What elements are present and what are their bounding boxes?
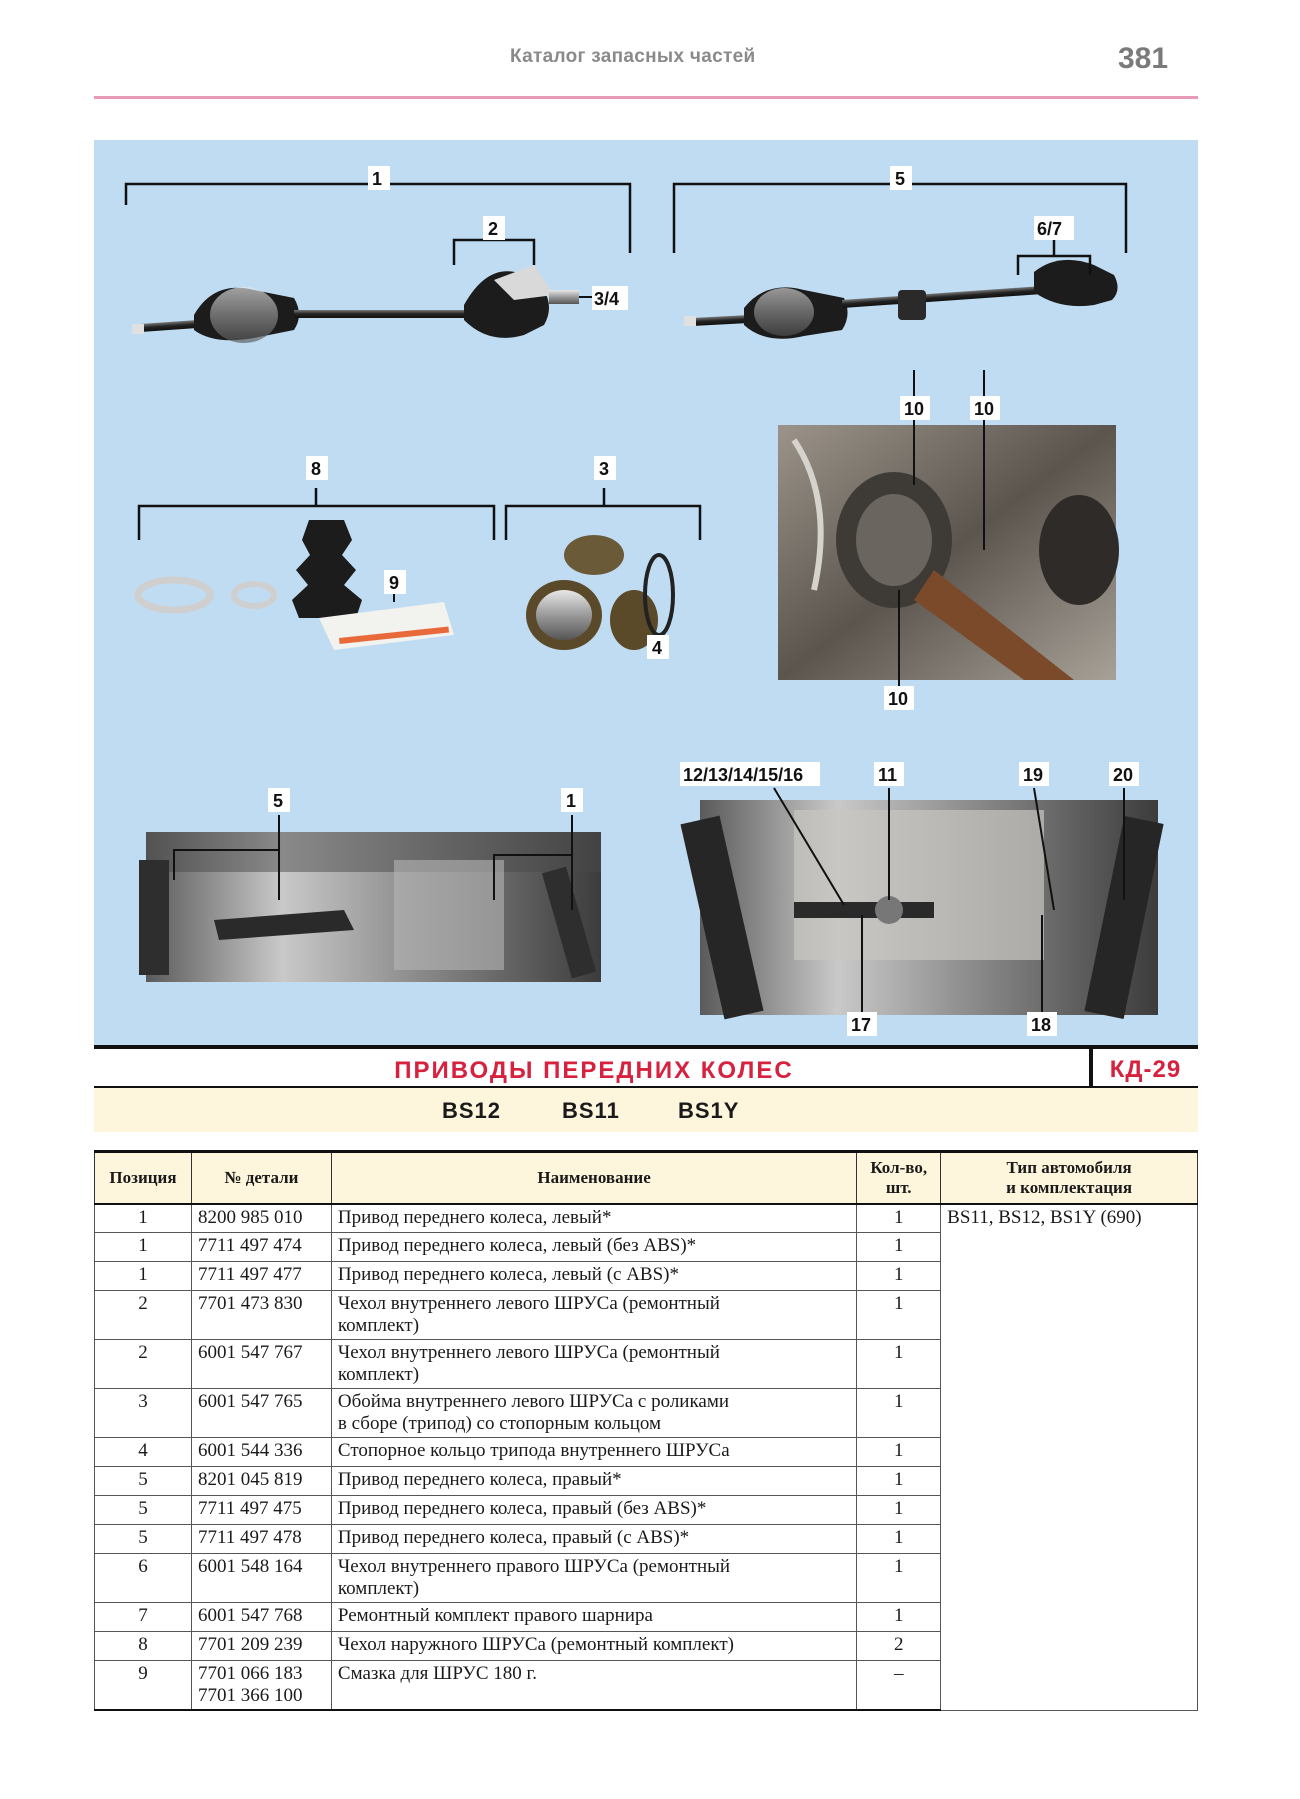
callout-8: 8: [311, 459, 322, 479]
cell-quantity-text: 1: [893, 1206, 904, 1228]
cell-part-number: [191, 1262, 331, 1291]
installation-photo-joint: [778, 370, 1119, 690]
cell-position-text: 5: [138, 1469, 148, 1490]
cell-position-text: 7: [138, 1605, 148, 1626]
cell-part-number-text: 7711 497 474: [197, 1235, 302, 1256]
cell-quantity: [857, 1340, 941, 1389]
cell-quantity: [857, 1262, 941, 1291]
cell-quantity-text: 1: [893, 1264, 904, 1285]
cell-part-number-text: 6001 547 767: [197, 1342, 303, 1363]
cell-part-number-text: 6001 548 164: [197, 1556, 303, 1577]
cell-name: [331, 1262, 856, 1291]
callout-9: 9: [389, 573, 400, 593]
header-vehicle-type-line2: и комплектация: [1006, 1177, 1133, 1197]
callout-3: 3: [599, 459, 610, 479]
cell-name-text: комплект): [337, 1578, 420, 1599]
callout-6-7: 6/7: [1037, 219, 1063, 239]
header-vehicle-type-line1: Тип автомобиля: [1006, 1157, 1132, 1177]
cell-position-text: 1: [138, 1206, 148, 1228]
section-title: ПРИВОДЫ ПЕРЕДНИХ КОЛЕС: [394, 1057, 794, 1084]
cell-position: [95, 1389, 192, 1438]
cell-name: [331, 1389, 856, 1438]
tripod-assembly: [506, 488, 700, 652]
cell-quantity: [857, 1291, 941, 1340]
underbody-photo-gearbox: [700, 788, 1158, 1020]
cell-name: [331, 1233, 856, 1262]
cell-part-number: [191, 1291, 331, 1340]
underbody-photo-shafts: [146, 815, 601, 982]
cell-position-text: 1: [138, 1264, 148, 1285]
cell-name-text: Чехол внутреннего левого ШРУСа (ремонтный: [337, 1293, 720, 1314]
model-bs12: BS12: [442, 1098, 502, 1123]
cell-position: [95, 1525, 192, 1554]
cell-position: [95, 1340, 192, 1389]
cell-position: [95, 1204, 192, 1233]
cell-name-text: в сборе (трипод) со стопорным кольцом: [337, 1413, 662, 1434]
cell-part-number-text: 7701 066 183: [197, 1663, 303, 1684]
cell-vehicle-type: [941, 1204, 1198, 1711]
parts-illustration: [94, 140, 1198, 1045]
header-rule: [94, 96, 1198, 99]
callout-12-16: 12/13/14/15/16: [683, 765, 804, 785]
cell-name: [331, 1340, 856, 1389]
cell-part-number: [191, 1496, 331, 1525]
callout-19: 19: [1023, 765, 1044, 785]
cell-position-text: 9: [138, 1663, 148, 1684]
callout-20: 20: [1113, 765, 1134, 785]
table-header-row: [95, 1152, 1198, 1204]
cell-quantity-text: –: [893, 1663, 904, 1684]
cell-part-number-text: 6001 547 768: [197, 1605, 303, 1626]
cell-part-number-text: 6001 547 765: [197, 1391, 303, 1412]
cell-position: [95, 1291, 192, 1340]
cell-part-number: [191, 1389, 331, 1438]
header-quantity-line1: Кол-во,: [870, 1157, 928, 1177]
cell-part-number: [191, 1554, 331, 1603]
cell-quantity-text: 1: [893, 1556, 904, 1577]
cell-quantity-text: 1: [893, 1342, 904, 1363]
cell-name: [331, 1632, 856, 1661]
cell-part-number: [191, 1467, 331, 1496]
cell-position: [95, 1233, 192, 1262]
cell-quantity: [857, 1632, 941, 1661]
cell-part-number-text: 7711 497 475: [197, 1498, 302, 1519]
table-row: [95, 1204, 1198, 1233]
cell-quantity-text: 1: [893, 1440, 904, 1461]
header-vehicle-type: [941, 1152, 1198, 1204]
cell-part-number: [191, 1603, 331, 1632]
callout-1-photo: 1: [566, 791, 577, 811]
cell-position-text: 6: [138, 1556, 148, 1577]
model-bs11: BS11: [562, 1098, 620, 1123]
cell-quantity-text: 1: [893, 1293, 904, 1314]
cell-quantity: [857, 1525, 941, 1554]
cell-quantity-text: 1: [893, 1469, 904, 1490]
cell-position: [95, 1467, 192, 1496]
cell-part-number-text: 7701 209 239: [197, 1634, 303, 1655]
cell-name-text: Чехол внутреннего левого ШРУСа (ремонтный: [337, 1342, 720, 1363]
cell-name-text: Привод переднего колеса, левый (с ABS)*: [337, 1264, 679, 1285]
cell-quantity-text: 1: [893, 1235, 904, 1256]
cell-quantity: [857, 1467, 941, 1496]
callout-2: 2: [488, 219, 499, 239]
callout-4: 4: [652, 638, 663, 658]
right-drive-shaft: [674, 174, 1126, 339]
cell-quantity: [857, 1204, 941, 1233]
callout-10-top-left: 10: [904, 399, 925, 419]
header-position: Позиция: [95, 1152, 192, 1204]
cell-name: [331, 1291, 856, 1340]
cell-part-number: [191, 1438, 331, 1467]
cell-name-text: Привод переднего колеса, правый (без ABS)*: [337, 1498, 707, 1519]
cell-position: [95, 1661, 192, 1711]
cell-quantity: [857, 1603, 941, 1632]
cell-name-text: Смазка для ШРУС 180 г.: [337, 1663, 537, 1684]
callout-5-photo: 5: [273, 791, 284, 811]
section-code: КД-29: [1089, 1049, 1198, 1086]
callout-10-bottom: 10: [888, 689, 909, 709]
cell-name-text: комплект): [337, 1364, 420, 1385]
callout-5: 5: [895, 169, 906, 189]
cell-position-text: 5: [138, 1498, 148, 1519]
cell-quantity: [857, 1554, 941, 1603]
cell-part-number: [191, 1233, 331, 1262]
illustration-svg: [94, 140, 1198, 1045]
cell-position-text: 2: [138, 1342, 148, 1363]
cell-position-text: 4: [138, 1440, 148, 1461]
cell-name-text: Обойма внутреннего левого ШРУСа с роликами: [337, 1391, 730, 1412]
cell-position: [95, 1438, 192, 1467]
callout-17: 17: [851, 1015, 872, 1035]
cell-vehicle-type-text: BS11, BS12, BS1Y (690): [947, 1206, 1142, 1228]
parts-table: [94, 1150, 1198, 1711]
cell-position: [95, 1496, 192, 1525]
cell-part-number-text: 6001 544 336: [197, 1440, 303, 1461]
cell-quantity: [857, 1496, 941, 1525]
cell-part-number: [191, 1661, 331, 1711]
cell-name: [331, 1496, 856, 1525]
cell-position-text: 2: [138, 1293, 148, 1314]
callout-1: 1: [372, 169, 383, 189]
cell-quantity-text: 1: [893, 1527, 904, 1548]
cell-name-text: Привод переднего колеса, левый*: [337, 1206, 612, 1228]
callout-3-4: 3/4: [594, 289, 620, 309]
cell-part-number-text: 7711 497 477: [197, 1264, 302, 1285]
cell-name-text: Ремонтный комплект правого шарнира: [337, 1605, 653, 1626]
boot-repair-kit: [138, 488, 494, 650]
parts-table-body: [95, 1204, 1198, 1711]
cell-quantity: [857, 1438, 941, 1467]
cell-position-text: 3: [138, 1391, 148, 1412]
cell-position: [95, 1603, 192, 1632]
cell-name-text: Стопорное кольцо трипода внутреннего ШРУСа: [337, 1440, 730, 1461]
cell-name-text: Чехол наружного ШРУСа (ремонтный комплект): [337, 1634, 734, 1655]
header-quantity-line2: шт.: [885, 1177, 912, 1197]
cell-name: [331, 1204, 856, 1233]
callout-11: 11: [878, 765, 898, 785]
cell-position-text: 8: [138, 1634, 148, 1655]
cell-quantity-text: 1: [893, 1391, 904, 1412]
cell-part-number: [191, 1340, 331, 1389]
cell-position: [95, 1554, 192, 1603]
cell-quantity: [857, 1233, 941, 1262]
cell-part-number: [191, 1632, 331, 1661]
cell-name-text: комплект): [337, 1315, 420, 1336]
cell-name-text: Привод переднего колеса, правый (с ABS)*: [337, 1527, 690, 1548]
cell-name: [331, 1661, 856, 1711]
cell-part-number-text: 7701 366 100: [197, 1685, 303, 1706]
cell-quantity-text: 1: [893, 1605, 904, 1626]
header-quantity: [857, 1152, 941, 1204]
cell-position: [95, 1632, 192, 1661]
cell-part-number-text: 7711 497 478: [197, 1527, 302, 1548]
cell-part-number-text: 7701 473 830: [197, 1293, 303, 1314]
cell-name-text: Привод переднего колеса, правый*: [337, 1469, 622, 1490]
cell-quantity-text: 1: [893, 1498, 904, 1519]
callout-10-top-right: 10: [974, 399, 995, 419]
cell-name: [331, 1438, 856, 1467]
callout-18: 18: [1031, 1015, 1052, 1035]
cell-part-number: [191, 1525, 331, 1554]
left-drive-shaft: [126, 174, 630, 343]
cell-quantity: [857, 1389, 941, 1438]
header-name: Наименование: [331, 1152, 856, 1204]
models-bar: [94, 1088, 1198, 1132]
cell-position: [95, 1262, 192, 1291]
cell-name: [331, 1603, 856, 1632]
cell-quantity: [857, 1661, 941, 1711]
cell-name: [331, 1525, 856, 1554]
cell-part-number-text: 8200 985 010: [197, 1206, 303, 1228]
model-bs1y: BS1Y: [678, 1098, 740, 1123]
cell-name: [331, 1554, 856, 1603]
cell-quantity-text: 2: [893, 1634, 904, 1655]
page-number: 381: [1118, 42, 1169, 75]
cell-name-text: Чехол внутреннего правого ШРУСа (ремонтный: [337, 1556, 731, 1577]
header-part-number: № детали: [191, 1152, 331, 1204]
cell-position-text: 1: [138, 1235, 148, 1256]
cell-position-text: 5: [138, 1527, 148, 1548]
section-title-bar: [94, 1045, 1198, 1088]
cell-part-number-text: 8201 045 819: [197, 1469, 303, 1490]
cell-name-text: Привод переднего колеса, левый (без ABS)*: [337, 1235, 697, 1256]
cell-name: [331, 1467, 856, 1496]
cell-part-number: [191, 1204, 331, 1233]
running-head: Каталог запасных частей: [510, 46, 756, 67]
